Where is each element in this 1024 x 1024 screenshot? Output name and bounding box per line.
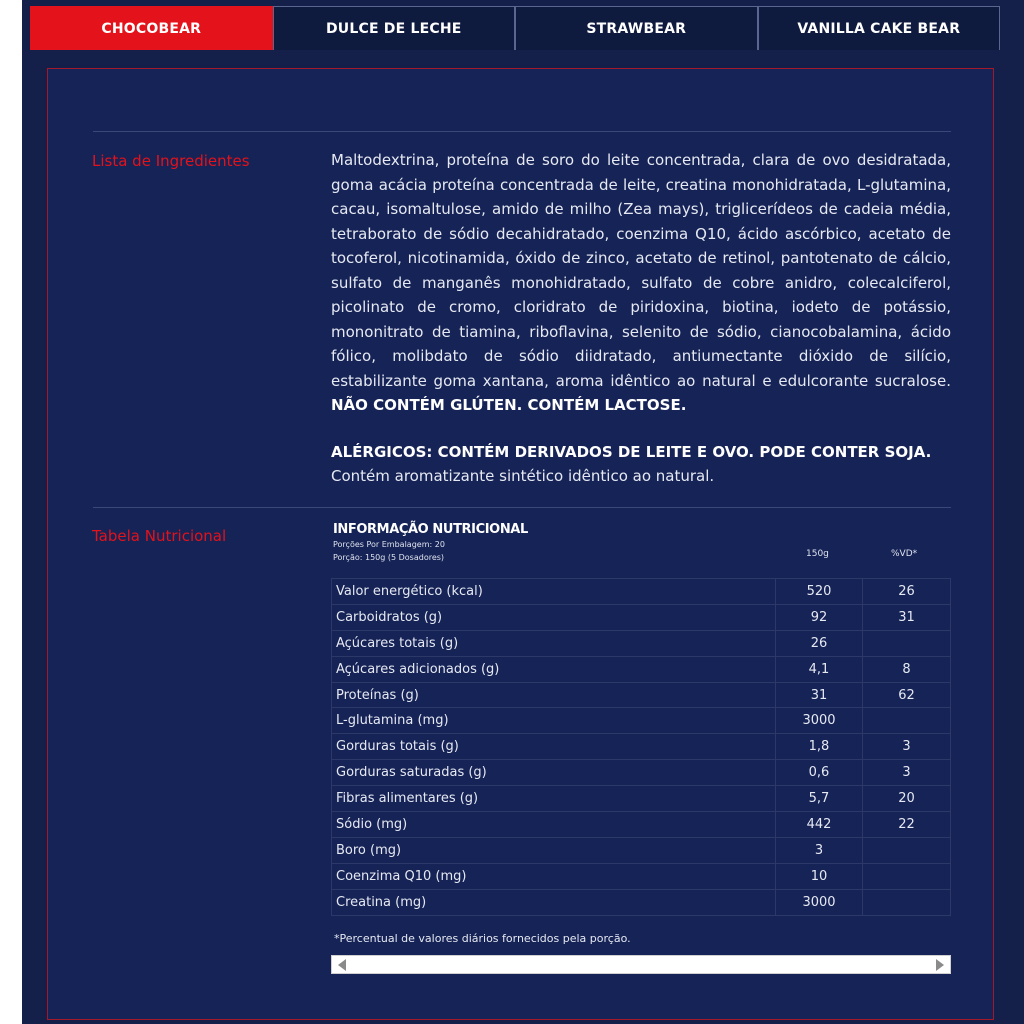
scroll-left-arrow-icon[interactable] [338,959,346,971]
table-row [332,786,951,812]
ingredients-list: Maltodextrina, proteína de soro do leite concentrada, clara de ovo desidratada, goma acácia proteína concentrada de leite, creatina monohidratada, L-glutamina, cacau, isomaltulose, amido de milho (Zea mays), triglicerídeos de cadeia média, tetraborato de sódio decahidratado, coenzima Q10, ácido ascórbico, acetato de tocoferol, nicotinamida, óxido de zinco, acetato de retinol, pantotenato de cálcio, sulfato de manganês monohidratado, sulfato de cobre anidro, colecalciferol, picolinato de cromo, cloridrato de piridoxina, biotina, iodeto de potássio, mononitrato de tiamina, riboflavina, selenito de sódio, cianocobalamina, ácido fólico, molibdato de sódio diidratado, antiumectante dióxido de silício, estabilizante goma xantana, aroma idêntico ao natural e edulcorante sucralose. [331,151,951,390]
nutrient-value: 1,8 [776,734,863,760]
tab-dulce-de-leche[interactable]: DULCE DE LECHE [273,6,516,50]
nutrient-value: 4,1 [776,656,863,682]
tab-vanilla-cake-bear[interactable]: VANILLA CAKE BEAR [758,6,1001,50]
nutrient-name: Açúcares totais (g) [332,630,776,656]
nutrient-name: Valor energético (kcal) [332,579,776,605]
nutrient-value: 10 [776,863,863,889]
nutrient-name: Gorduras totais (g) [332,734,776,760]
servings-per-package: Porções Por Embalagem: 20 [333,540,445,549]
table-row [332,604,951,630]
nutrient-value: 3 [776,837,863,863]
nutrition-header [333,522,528,563]
nutrient-vd: 20 [863,786,951,812]
nutrient-vd: 26 [863,579,951,605]
serving-size: Porção: 150g (5 Dosadores) [333,553,445,562]
tab-chocobear[interactable]: CHOCOBEAR [30,6,273,50]
aroma-note: Contém aromatizante sintético idêntico ao natural. [331,467,715,485]
nutrient-name: Fibras alimentares (g) [332,786,776,812]
nutrient-vd: 3 [863,734,951,760]
nutrient-vd [863,863,951,889]
nutrient-value: 442 [776,812,863,838]
flavor-tabs [30,6,1000,50]
nutrient-vd [863,889,951,915]
table-row [332,734,951,760]
scroll-right-arrow-icon[interactable] [936,959,944,971]
nutrient-value: 31 [776,682,863,708]
table-row [332,579,951,605]
column-vd-header: %VD* [891,549,918,559]
ingredients-label: Lista de Ingredientes [92,152,250,170]
tab-strawbear[interactable]: STRAWBEAR [515,6,758,50]
nutrient-value: 520 [776,579,863,605]
nutrient-name: Açúcares adicionados (g) [332,656,776,682]
nutrient-value: 26 [776,630,863,656]
nutrient-vd [863,837,951,863]
nutrient-value: 3000 [776,889,863,915]
ingredients-text [331,148,951,418]
gluten-lactose-note: NÃO CONTÉM GLÚTEN. CONTÉM LACTOSE. [331,396,687,414]
nutrient-name: Coenzima Q10 (mg) [332,863,776,889]
nutrient-name: L-glutamina (mg) [332,708,776,734]
nutrition-footnote: *Percentual de valores diários fornecidos pela porção. [334,932,631,945]
nutrient-name: Carboidratos (g) [332,604,776,630]
nutrition-title: INFORMAÇÃO NUTRICIONAL [333,522,528,537]
nutrient-vd [863,630,951,656]
nutrient-vd: 22 [863,812,951,838]
table-row [332,656,951,682]
nutrition-table [331,578,951,916]
nutrient-vd: 8 [863,656,951,682]
column-portion-header: 150g [806,549,829,559]
nutrient-vd: 62 [863,682,951,708]
table-row [332,837,951,863]
nutrition-label: Tabela Nutricional [92,527,227,545]
nutrient-name: Creatina (mg) [332,889,776,915]
allergens-block [331,440,951,488]
nutrient-value: 3000 [776,708,863,734]
table-row [332,708,951,734]
table-row [332,760,951,786]
nutrient-value: 5,7 [776,786,863,812]
nutrient-name: Boro (mg) [332,837,776,863]
nutrient-value: 92 [776,604,863,630]
horizontal-scrollbar[interactable] [331,955,951,974]
nutrient-vd: 3 [863,760,951,786]
nutrient-name: Sódio (mg) [332,812,776,838]
nutrient-value: 0,6 [776,760,863,786]
table-row [332,630,951,656]
table-row [332,889,951,915]
divider-middle [93,507,951,508]
table-row [332,812,951,838]
table-row [332,682,951,708]
nutrient-vd [863,708,951,734]
nutrient-name: Gorduras saturadas (g) [332,760,776,786]
nutrient-name: Proteínas (g) [332,682,776,708]
divider-top [93,131,951,132]
nutrient-vd: 31 [863,604,951,630]
allergens-warning: ALÉRGICOS: CONTÉM DERIVADOS DE LEITE E OVO. PODE CONTER SOJA. [331,443,932,461]
table-row [332,863,951,889]
